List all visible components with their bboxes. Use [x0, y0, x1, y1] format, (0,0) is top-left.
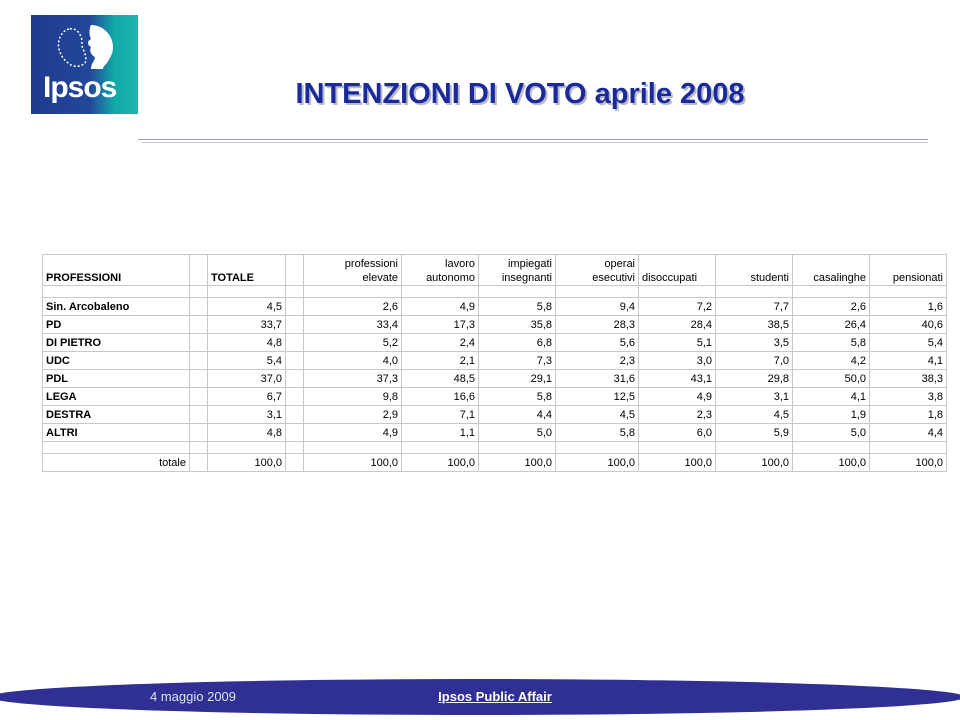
- spacer-cell: [190, 406, 208, 424]
- value-cell: 5,4: [870, 334, 947, 352]
- value-cell: 43,1: [639, 370, 716, 388]
- value-cell: 7,3: [479, 352, 556, 370]
- value-cell: 2,1: [402, 352, 479, 370]
- spacer-cell: [190, 388, 208, 406]
- party-label: Sin. Arcobaleno: [43, 298, 190, 316]
- value-cell: 12,5: [556, 388, 639, 406]
- value-cell: 7,1: [402, 406, 479, 424]
- value-cell: 100,0: [208, 454, 286, 472]
- spacer-cell: [286, 352, 304, 370]
- value-cell: 100,0: [793, 454, 870, 472]
- party-label: LEGA: [43, 388, 190, 406]
- value-cell: 100,0: [556, 454, 639, 472]
- spacer-cell: [286, 316, 304, 334]
- title-divider: [138, 139, 928, 140]
- page-title: INTENZIONI DI VOTO aprile 2008: [295, 78, 745, 110]
- value-cell: 28,3: [556, 316, 639, 334]
- spacer-cell: [190, 352, 208, 370]
- value-cell: 5,9: [716, 424, 793, 442]
- empty-cell: [479, 442, 556, 454]
- value-cell: 5,0: [479, 424, 556, 442]
- value-cell: 5,8: [793, 334, 870, 352]
- value-cell: 33,7: [208, 316, 286, 334]
- table-row: [43, 298, 947, 316]
- value-cell: 4,4: [479, 406, 556, 424]
- value-cell: 6,0: [639, 424, 716, 442]
- value-cell: 100,0: [716, 454, 793, 472]
- empty-cell: [793, 286, 870, 298]
- table-header-row: [43, 255, 947, 286]
- empty-cell: [870, 286, 947, 298]
- empty-cell: [286, 442, 304, 454]
- empty-cell: [556, 286, 639, 298]
- value-cell: 33,4: [304, 316, 402, 334]
- value-cell: 4,9: [639, 388, 716, 406]
- table-row: [43, 424, 947, 442]
- spacer-cell: [190, 255, 208, 286]
- value-cell: 2,3: [556, 352, 639, 370]
- table-row: [43, 370, 947, 388]
- value-cell: 3,5: [716, 334, 793, 352]
- value-cell: 4,9: [304, 424, 402, 442]
- value-cell: 6,7: [208, 388, 286, 406]
- value-cell: 50,0: [793, 370, 870, 388]
- spacer-cell: [286, 334, 304, 352]
- value-cell: 38,3: [870, 370, 947, 388]
- spacer-cell: [190, 334, 208, 352]
- value-cell: 9,4: [556, 298, 639, 316]
- spacer-cell: [190, 316, 208, 334]
- party-label: DESTRA: [43, 406, 190, 424]
- value-cell: 5,8: [479, 388, 556, 406]
- party-label: UDC: [43, 352, 190, 370]
- value-cell: 29,1: [479, 370, 556, 388]
- empty-cell: [556, 442, 639, 454]
- logo-text: Ipsos: [43, 71, 117, 104]
- header-studenti: studenti: [716, 255, 793, 286]
- value-cell: 1,9: [793, 406, 870, 424]
- footer-brand-link[interactable]: Ipsos Public Affair: [438, 689, 552, 704]
- value-cell: 3,0: [639, 352, 716, 370]
- value-cell: 100,0: [304, 454, 402, 472]
- empty-cell: [716, 442, 793, 454]
- empty-cell: [793, 442, 870, 454]
- value-cell: 5,1: [639, 334, 716, 352]
- value-cell: 7,2: [639, 298, 716, 316]
- value-cell: 4,5: [716, 406, 793, 424]
- value-cell: 16,6: [402, 388, 479, 406]
- header-pensionati: pensionati: [870, 255, 947, 286]
- empty-cell: [190, 442, 208, 454]
- value-cell: 4,2: [793, 352, 870, 370]
- header-totale: TOTALE: [208, 255, 286, 286]
- spacer-cell: [286, 454, 304, 472]
- empty-cell: [304, 442, 402, 454]
- empty-cell: [402, 442, 479, 454]
- total-label: totale: [43, 454, 190, 472]
- spacer-cell: [286, 370, 304, 388]
- footer-date: 4 maggio 2009: [150, 689, 237, 704]
- empty-cell: [716, 286, 793, 298]
- value-cell: 100,0: [479, 454, 556, 472]
- spacer-cell: [190, 298, 208, 316]
- header-lavoro-autonomo: lavoro autonomo: [402, 255, 479, 286]
- empty-cell: [43, 286, 190, 298]
- value-cell: 37,0: [208, 370, 286, 388]
- value-cell: 100,0: [639, 454, 716, 472]
- value-cell: 5,4: [208, 352, 286, 370]
- value-cell: 2,6: [304, 298, 402, 316]
- header-professioni-elevate: professioni elevate: [304, 255, 402, 286]
- value-cell: 100,0: [870, 454, 947, 472]
- value-cell: 29,8: [716, 370, 793, 388]
- spacer-cell: [286, 424, 304, 442]
- party-label: DI PIETRO: [43, 334, 190, 352]
- value-cell: 4,5: [556, 406, 639, 424]
- value-cell: 4,0: [304, 352, 402, 370]
- spacer-cell: [286, 255, 304, 286]
- spacer-cell: [190, 424, 208, 442]
- value-cell: 4,1: [870, 352, 947, 370]
- value-cell: 26,4: [793, 316, 870, 334]
- table-row: [43, 352, 947, 370]
- value-cell: 4,8: [208, 424, 286, 442]
- header-impiegati-insegnanti: impiegati insegnanti: [479, 255, 556, 286]
- value-cell: 2,4: [402, 334, 479, 352]
- value-cell: 6,8: [479, 334, 556, 352]
- value-cell: 4,1: [793, 388, 870, 406]
- table-row: [43, 316, 947, 334]
- value-cell: 31,6: [556, 370, 639, 388]
- blank-row: [43, 286, 947, 298]
- value-cell: 4,9: [402, 298, 479, 316]
- empty-cell: [304, 286, 402, 298]
- value-cell: 2,9: [304, 406, 402, 424]
- value-cell: 17,3: [402, 316, 479, 334]
- value-cell: 35,8: [479, 316, 556, 334]
- value-cell: 5,2: [304, 334, 402, 352]
- value-cell: 2,6: [793, 298, 870, 316]
- value-cell: 3,8: [870, 388, 947, 406]
- party-label: ALTRI: [43, 424, 190, 442]
- value-cell: 5,0: [793, 424, 870, 442]
- table-row: [43, 388, 947, 406]
- empty-cell: [402, 286, 479, 298]
- value-cell: 9,8: [304, 388, 402, 406]
- value-cell: 7,0: [716, 352, 793, 370]
- header-operai-esecutivi: operai esecutivi: [556, 255, 639, 286]
- empty-cell: [190, 286, 208, 298]
- value-cell: 5,8: [556, 424, 639, 442]
- value-cell: 1,8: [870, 406, 947, 424]
- value-cell: 48,5: [402, 370, 479, 388]
- header-professioni: PROFESSIONI: [43, 255, 190, 286]
- value-cell: 38,5: [716, 316, 793, 334]
- value-cell: 5,8: [479, 298, 556, 316]
- spacer-cell: [190, 454, 208, 472]
- empty-cell: [479, 286, 556, 298]
- empty-cell: [43, 442, 190, 454]
- blank-row: [43, 442, 947, 454]
- empty-cell: [639, 286, 716, 298]
- spacer-cell: [286, 406, 304, 424]
- spacer-cell: [190, 370, 208, 388]
- header-disoccupati: disoccupati: [639, 255, 716, 286]
- value-cell: 28,4: [639, 316, 716, 334]
- spacer-cell: [286, 298, 304, 316]
- value-cell: 4,4: [870, 424, 947, 442]
- value-cell: 7,7: [716, 298, 793, 316]
- value-cell: 4,8: [208, 334, 286, 352]
- header-casalinghe: casalinghe: [793, 255, 870, 286]
- empty-cell: [208, 442, 286, 454]
- table-row: [43, 334, 947, 352]
- value-cell: 2,3: [639, 406, 716, 424]
- value-cell: 1,1: [402, 424, 479, 442]
- value-cell: 3,1: [208, 406, 286, 424]
- party-label: PD: [43, 316, 190, 334]
- value-cell: 5,6: [556, 334, 639, 352]
- empty-cell: [870, 442, 947, 454]
- value-cell: 40,6: [870, 316, 947, 334]
- value-cell: 100,0: [402, 454, 479, 472]
- table-row: [43, 406, 947, 424]
- value-cell: 1,6: [870, 298, 947, 316]
- party-label: PDL: [43, 370, 190, 388]
- value-cell: 3,1: [716, 388, 793, 406]
- spacer-cell: [286, 388, 304, 406]
- value-cell: 37,3: [304, 370, 402, 388]
- empty-cell: [208, 286, 286, 298]
- total-row: [43, 454, 947, 472]
- empty-cell: [286, 286, 304, 298]
- empty-cell: [639, 442, 716, 454]
- voting-intentions-table: [42, 254, 947, 472]
- title-divider-shadow: [142, 142, 928, 143]
- value-cell: 4,5: [208, 298, 286, 316]
